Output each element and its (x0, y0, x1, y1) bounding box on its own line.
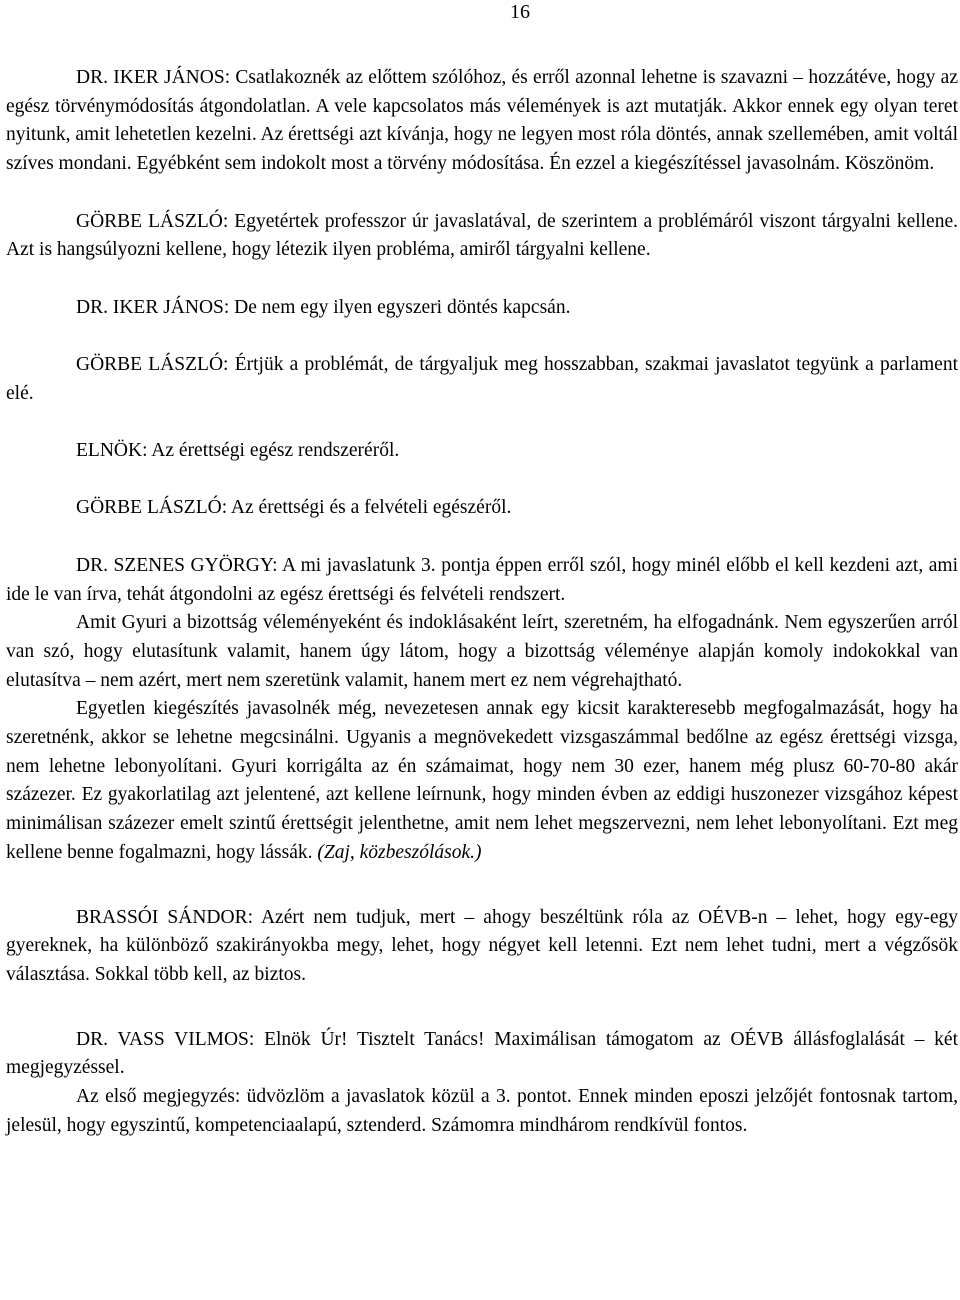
paragraph-iker-2: DR. IKER JÁNOS: De nem egy ilyen egyszeri döntés kapcsán. (76, 296, 571, 318)
paragraph-szenes-3 (6, 695, 958, 867)
paragraph-gorbe-1: GÖRBE LÁSZLÓ: Egyetértek professzor úr javaslatával, de szerintem a problémáról viszont tárgyalni kellene. Azt is hangsúlyozni kellene, hogy létezik ilyen probléma, amiről tárgyalni kellene. (6, 210, 958, 261)
page-number: 16 (510, 1, 530, 23)
paragraph-iker-1: DR. IKER JÁNOS: Csatlakoznék az előttem szólóhoz, és erről azonnal lehetne is szavazni – hozzátéve, hogy az egész törvénymódosítás átgondolatlan. A vele kapcsolatos más vélemények is azt mutatják. Akkor ennek egy olyan teret nyitunk, amit lehetetlen kezelni. Az érettségi azt kívánja, hogy ne legyen most róla döntés, annak szellemében, amit voltál szíves mondani. Egyébként sem indokolt most a törvény módosítása. Én ezzel a kiegészítéssel javasolnám. Köszönöm. (6, 67, 958, 175)
paragraph-szenes-2: Amit Gyuri a bizottság véleményeként és indoklásaként leírt, szeretném, ha elfogadnánk. Nem egyszerűen arról van szó, hogy elutasítunk valamit, hanem úgy látom, hogy a bizottság véleménye alapján komoly indokokkal van elutasítva – nem azért, mert nem szeretünk valamit, hanem mert ez nem végrehajtható. (6, 612, 958, 691)
paragraph-szenes-1: DR. SZENES GYÖRGY: A mi javaslatunk 3. pontja éppen erről szól, hogy minél előbb el kell kezdeni azt, ami ide le van írva, tehát átgondolni az egész érettségi és felvételi rendszert. (6, 554, 958, 605)
paragraph-brassoi: BRASSÓI SÁNDOR: Azért nem tudjuk, mert – ahogy beszéltünk róla az OÉVB-n – lehet, hogy egy-egy gyereknek, ha különböző szakirányokba megy, lehet, hogy négyet kell letenni. Ezt nem lehet tudni, mert a végzősök választása. Sokkal több kell, az biztos. (6, 906, 958, 985)
paragraph-szenes-3-text: Egyetlen kiegészítés javasolnék még, nevezetesen annak egy kicsit karakteresebb megfogalmazását, hogy ha szeretnénk, akkor se lehetne megcsinálni. Ugyanis a megnövekedett vizsgaszámmal bedőlne az egész érettségi vizsga, nem lehetne lebonyolítani. Gyuri korrigálta az én számaimat, hogy nem 30 ezer, hanem még plusz 60-70-80 akár százezer. Ez gyakorlatilag azt jelentené, azt kellene leírnunk, hogy minden évben az eddigi huszonezer vizsgához képest minimálisan százezer emelt szintű érettségit jelenthetne, amit nem lehet megszervezni, nem lehet lebonyolítani. Ezt meg kellene benne fogalmazni, hogy lássák. (6, 698, 958, 863)
document-body (6, 64, 958, 1141)
paragraph-vass-2: Az első megjegyzés: üdvözlöm a javaslatok közül a 3. pontot. Ennek minden eposzi jelzőjét fontosnak tartom, jelesül, hogy egyszintű, kompetenciaalapú, sztenderd. Számomra mindhárom rendkívül fontos. (6, 1086, 958, 1136)
stage-direction: (Zaj, közbeszólások.) (317, 841, 482, 863)
paragraph-gorbe-2: GÖRBE LÁSZLÓ: Értjük a problémát, de tárgyaljuk meg hosszabban, szakmai javaslatot tegyünk a parlament elé. (6, 353, 958, 404)
paragraph-vass-1: DR. VASS VILMOS: Elnök Úr! Tisztelt Tanács! Maximálisan támogatom az OÉVB állásfoglalását – két megjegyzéssel. (6, 1028, 958, 1079)
paragraph-elnok: ELNÖK: Az érettségi egész rendszeréről. (76, 440, 400, 462)
paragraph-gorbe-3: GÖRBE LÁSZLÓ: Az érettségi és a felvételi egészéről. (76, 497, 512, 519)
